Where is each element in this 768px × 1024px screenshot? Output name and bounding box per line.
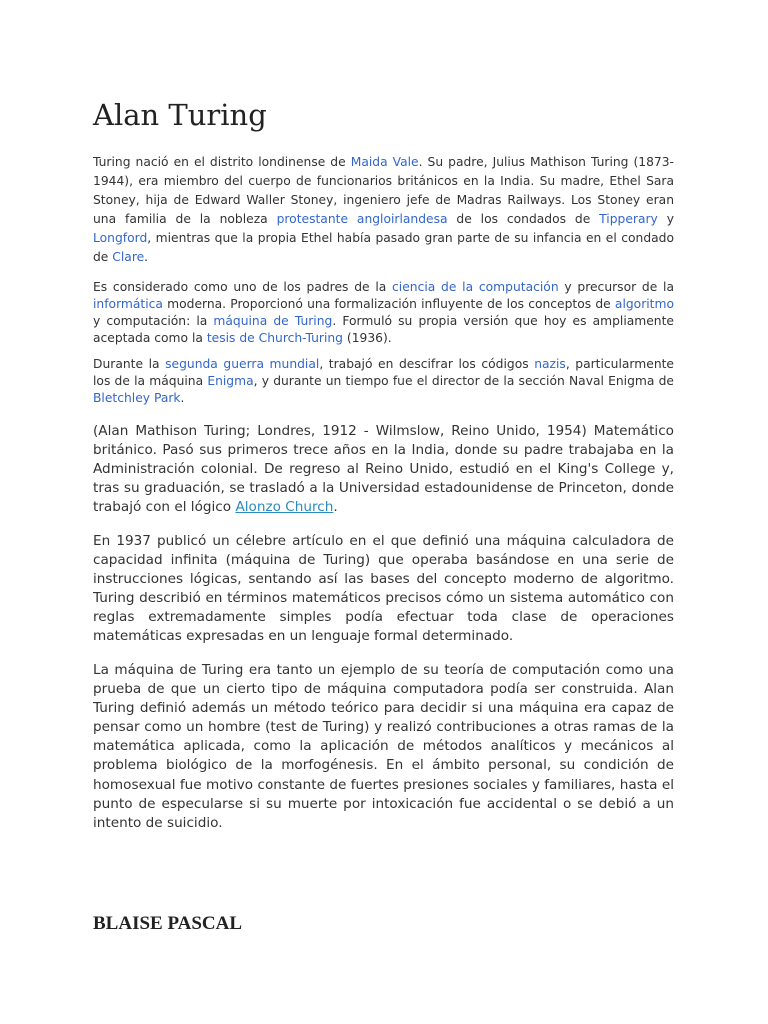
- link-alonzo-church[interactable]: Alonzo Church: [235, 499, 334, 516]
- link-protestante-angloirlandesa[interactable]: protestante angloirlandesa: [276, 212, 448, 226]
- page-title: Alan Turing: [93, 98, 267, 132]
- text: , y durante un tiempo fue el director de la sección Naval Enigma de: [253, 374, 674, 388]
- text: moderna. Proporcionó una formalización influyente de los conceptos de: [162, 297, 615, 311]
- link-maida-vale[interactable]: Maida Vale: [350, 155, 419, 169]
- link-longford[interactable]: Longford: [93, 231, 148, 245]
- text: (Alan Mathison Turing; Londres, 1912 - Wilmslow, Reino Unido, 1954) Matemático británico. Pasó sus primeros trece años en la India, donde su padre trabajaba en la Administración colonial. De regreso al Reino Unido, estudió en el King's College y, tras su graduación, se trasladó a la Universidad estadounidense de Princeton, donde trabajó con el lógico: [93, 423, 674, 516]
- text: Es considerado como uno de los padres de la: [93, 280, 393, 294]
- link-bletchley-park[interactable]: Bletchley Park: [93, 391, 181, 405]
- text: (1936).: [342, 331, 392, 345]
- text: Durante la: [93, 357, 166, 371]
- text: y computación: la: [93, 314, 214, 328]
- text: .: [180, 391, 185, 405]
- link-enigma[interactable]: Enigma: [207, 374, 254, 388]
- paragraph-world-war: [93, 356, 674, 407]
- text: . Su padre, Julius Mathison Turing (1873-1944), era miembro del cuerpo de funcionarios británicos en la India. Su madre, Ethel Sara Stoney, hija de Edward Waller Stoney, ingeniero jefe de Madras Railways. Los Stoney eran una familia de la nobleza: [93, 155, 674, 226]
- text: de los condados de: [447, 212, 600, 226]
- paragraph-birth: [93, 153, 674, 267]
- text: .: [144, 250, 149, 264]
- link-algoritmo[interactable]: algoritmo: [614, 297, 674, 311]
- text: Turing nació en el distrito londinense de: [93, 155, 351, 169]
- section-title-blaise-pascal: BLAISE PASCAL: [93, 913, 243, 934]
- link-ciencia-de-la-computacion[interactable]: ciencia de la computación: [392, 280, 559, 294]
- link-nazis[interactable]: nazis: [534, 357, 566, 371]
- text: .: [333, 499, 338, 516]
- text: , mientras que la propia Ethel había pasado gran parte de su infancia en el condado de: [93, 231, 674, 264]
- link-tesis-de-church-turing[interactable]: tesis de Church-Turing: [206, 331, 343, 345]
- text: , particularmente los de la máquina: [93, 357, 674, 388]
- link-informatica[interactable]: informática: [93, 297, 163, 311]
- paragraph-turing-machine: La máquina de Turing era tanto un ejemplo de su teoría de computación como una prueba de que un cierto tipo de máquina computadora podía ser construida. Alan Turing definió además un método teórico para decidir si una máquina era capaz de pensar como un hombre (test de Turing) y realizó contribuciones a otras ramas de la matemática aplicada, como la aplicación de métodos analíticos y mecánicos al problema biológico de la morfogénesis. En el ámbito personal, su condición de homosexual fue motivo constante de fuertes presiones sociales y familiares, hasta el punto de especularse si su muerte por intoxicación fue accidental o se debió a un intento de suicidio.: [93, 662, 674, 831]
- link-clare[interactable]: Clare: [112, 250, 145, 264]
- paragraph-computer-science: [93, 279, 674, 347]
- text: , trabajó en descifrar los códigos: [319, 357, 535, 371]
- text: y precursor de la: [558, 280, 674, 294]
- text: y: [657, 212, 674, 226]
- paragraph-1937-article: En 1937 publicó un célebre artículo en el que definió una máquina calculadora de capacidad infinita (máquina de Turing) que operaba basándose en una serie de instrucciones lógicas, sentando así las bases del concepto moderno de algoritmo. Turing describió en términos matemáticos precisos cómo un sistema automático con reglas extremadamente simples podía efectuar toda clase de operaciones matemáticas expresadas en un lenguaje formal determinado.: [93, 533, 674, 645]
- link-tipperary[interactable]: Tipperary: [599, 212, 658, 226]
- link-maquina-de-turing[interactable]: máquina de Turing: [213, 314, 333, 328]
- text: . Formuló su propia versión que hoy es ampliamente aceptada como la: [93, 314, 674, 345]
- paragraph-biography: [93, 422, 674, 517]
- link-segunda-guerra-mundial[interactable]: segunda guerra mundial: [165, 357, 320, 371]
